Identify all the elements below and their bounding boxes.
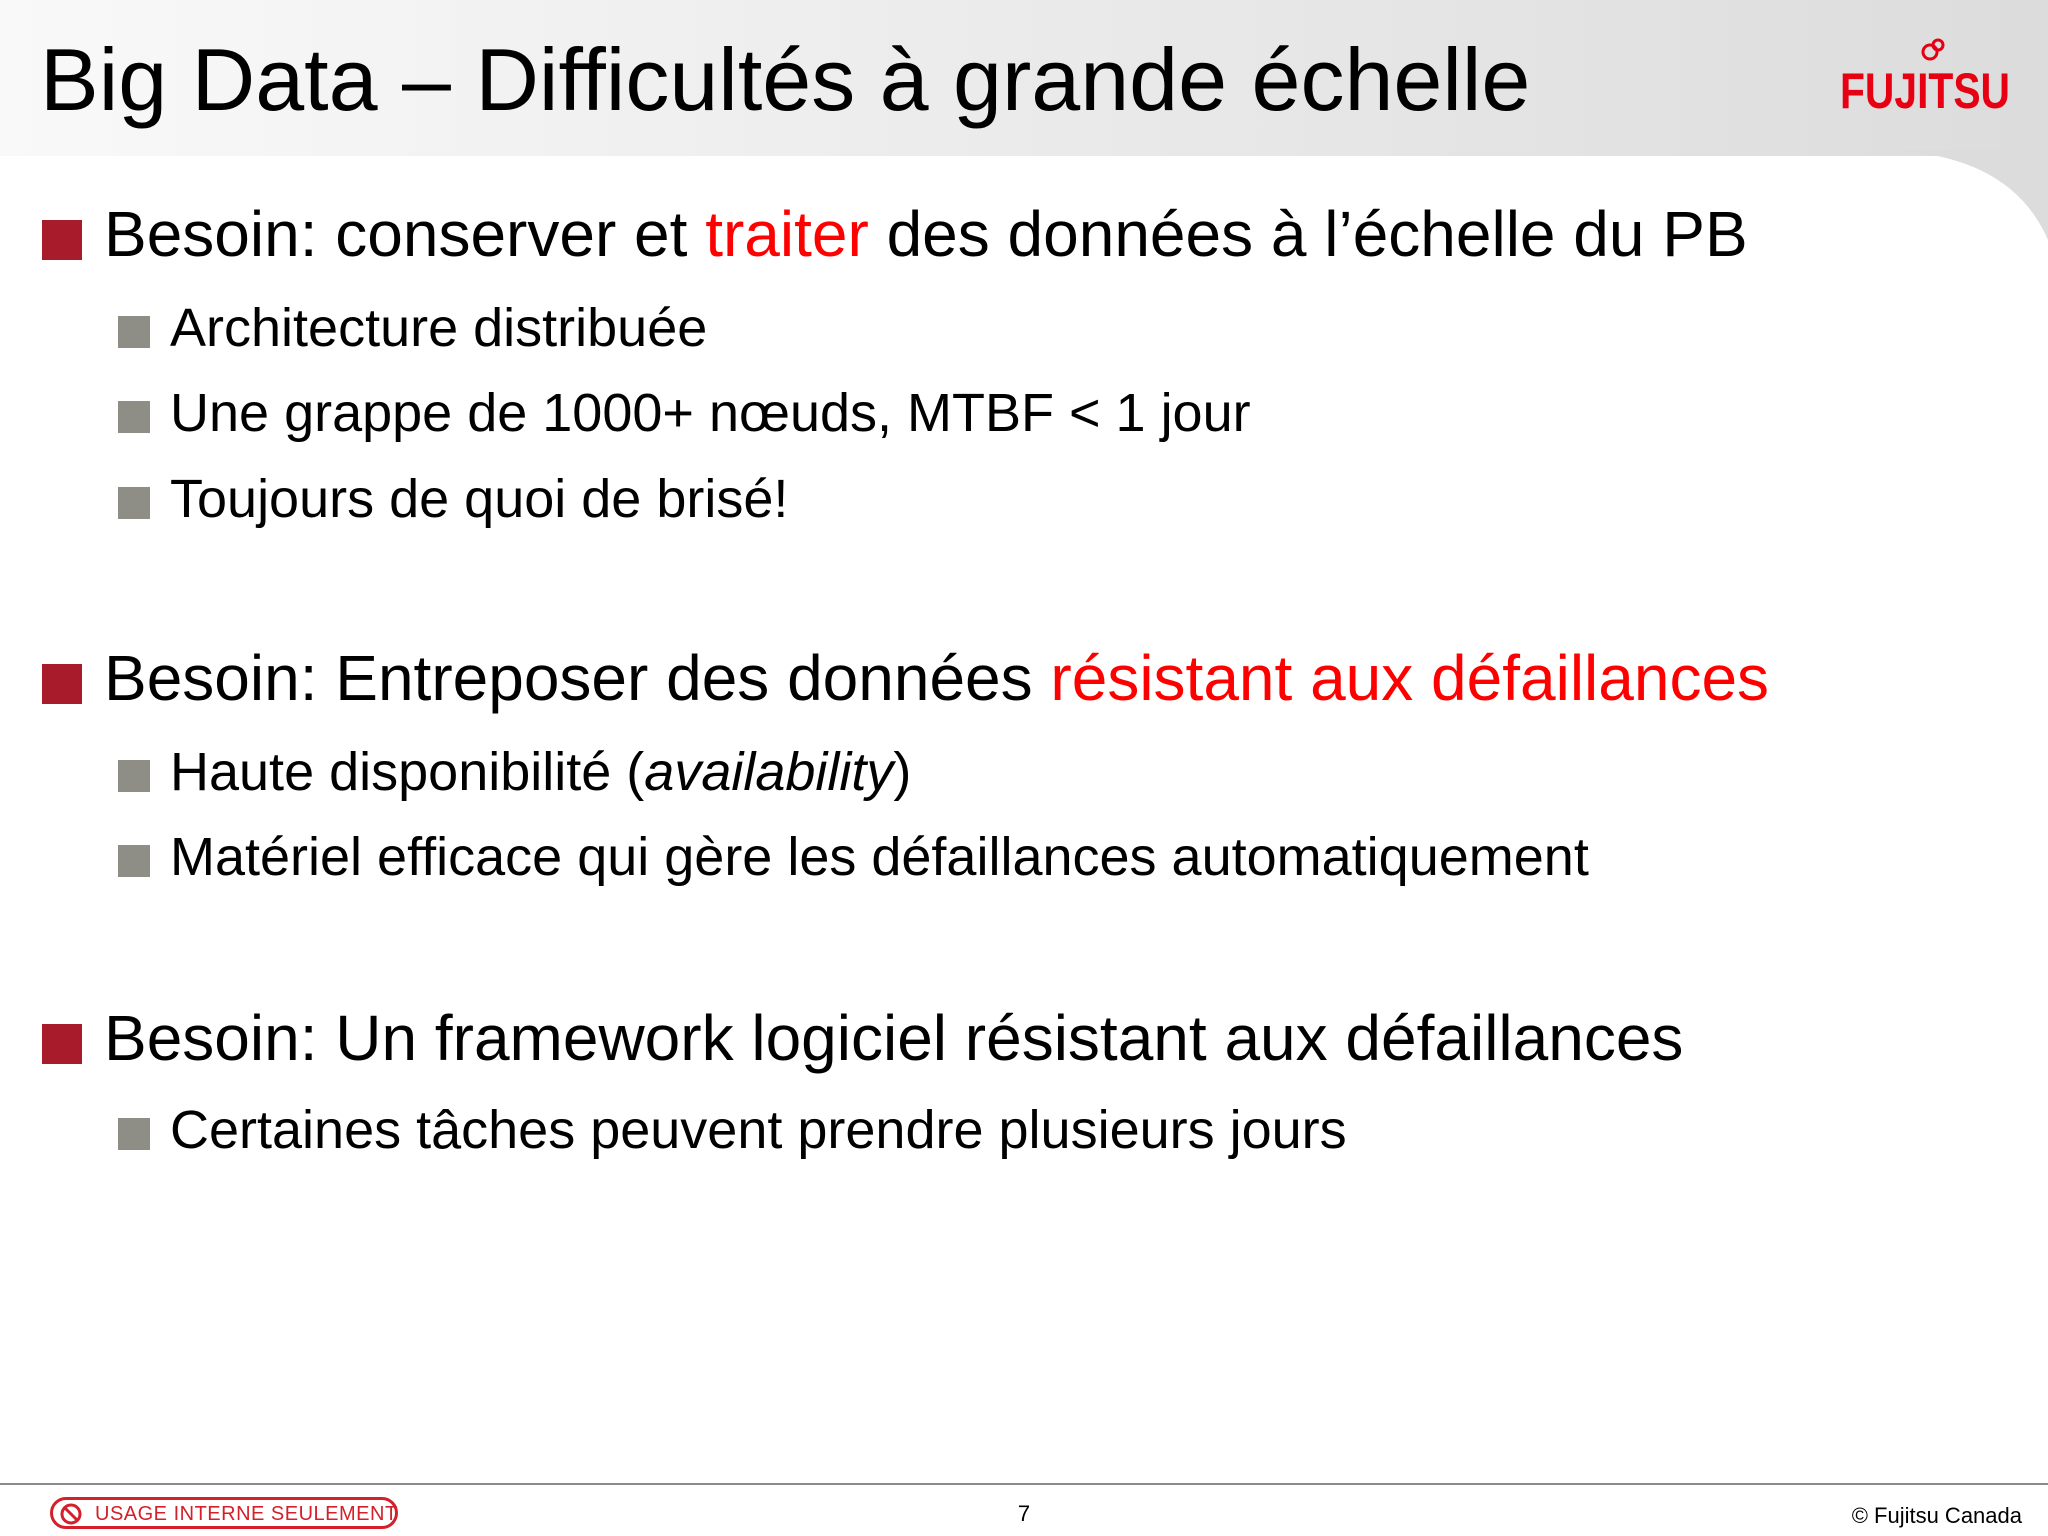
bullet-level1-text — [104, 194, 1748, 274]
text-segment: des données à l’échelle du PB — [868, 198, 1748, 270]
slide-title: Big Data – Difficultés à grande échelle — [40, 30, 1531, 129]
square-bullet-icon — [118, 1118, 150, 1150]
bullet-level2-text: Certaines tâches peuvent prendre plusieurs jours — [170, 1100, 1347, 1160]
bullet-level2-text: Matériel efficace qui gère les défaillances automatiquement — [170, 827, 1589, 887]
badge-label: USAGE INTERNE SEULEMENT — [95, 1503, 398, 1525]
internal-use-badge — [50, 1497, 398, 1529]
square-bullet-icon — [118, 401, 150, 433]
italic-text: availability — [644, 742, 894, 802]
text-segment: ) — [893, 742, 912, 802]
fujitsu-logo — [1838, 40, 2014, 130]
page-number: 7 — [1017, 1501, 1031, 1526]
prohibited-icon — [59, 1502, 83, 1526]
bullet-level2-text — [170, 738, 911, 806]
bullet-level2-text: Une grappe de 1000+ nœuds, MTBF < 1 jour — [170, 383, 1251, 443]
bullet-level1-text — [104, 638, 1769, 718]
square-bullet-icon — [118, 845, 150, 877]
text-segment: Haute disponibilité ( — [170, 742, 645, 802]
square-bullet-icon — [42, 664, 82, 704]
text-segment: Besoin: conserver et — [104, 198, 706, 270]
bullet-level2-text: Toujours de quoi de brisé! — [170, 469, 789, 529]
bullet-level1-text: Besoin: Un framework logiciel résistant aux défaillances — [104, 1002, 1684, 1074]
square-bullet-icon — [118, 760, 150, 792]
svg-text:FUJITSU: FUJITSU — [1840, 63, 2010, 119]
text-segment: Besoin: Entreposer des données — [104, 642, 1051, 714]
square-bullet-icon — [42, 220, 82, 260]
square-bullet-icon — [118, 316, 150, 348]
highlight-text: résistant aux défaillances — [1050, 642, 1770, 714]
footer-divider — [0, 1483, 2048, 1485]
highlight-text: traiter — [705, 198, 869, 270]
square-bullet-icon — [42, 1024, 82, 1064]
bullet-level2-text: Architecture distribuée — [170, 298, 708, 358]
copyright-text: © Fujitsu Canada — [1851, 1503, 2022, 1528]
square-bullet-icon — [118, 487, 150, 519]
